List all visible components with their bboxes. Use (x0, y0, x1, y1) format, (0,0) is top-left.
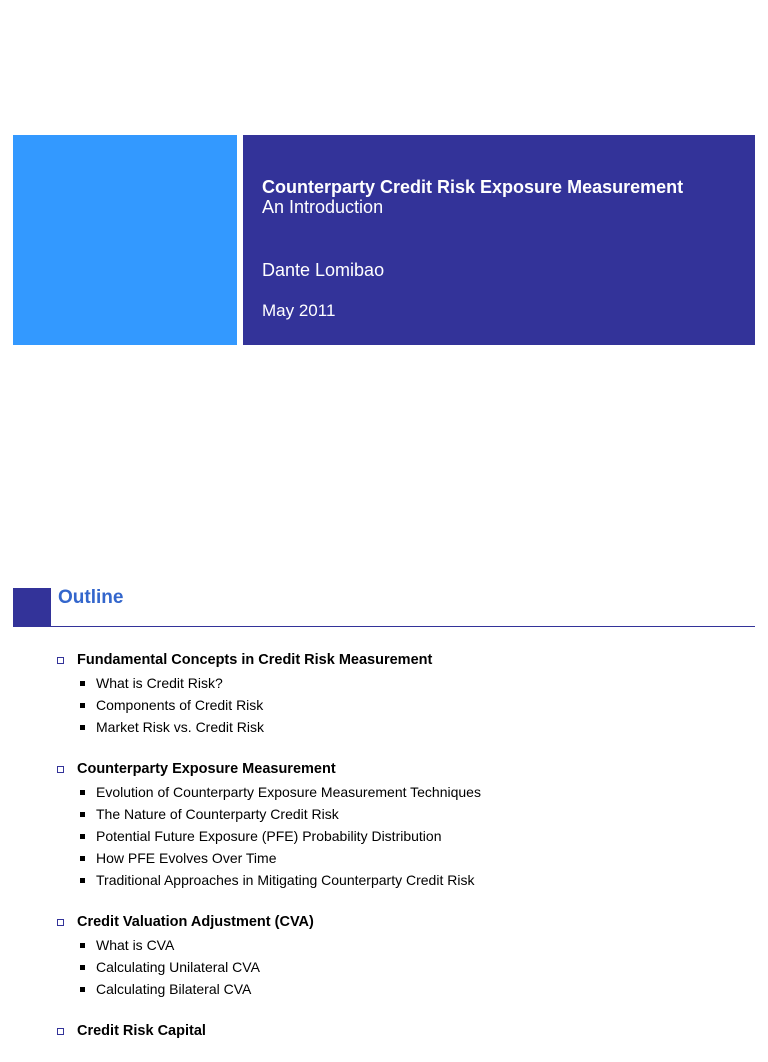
list-item-label: Market Risk vs. Credit Risk (96, 719, 265, 735)
list-item-label: Evolution of Counterparty Exposure Measurement Techniques (96, 784, 481, 800)
outline-divider (13, 626, 755, 627)
square-bullet-icon (80, 856, 85, 861)
list-item-label: Components of Credit Risk (96, 697, 264, 713)
title-accent-block (13, 135, 237, 345)
list-item (55, 934, 755, 956)
section-title: Credit Risk Capital (77, 1023, 206, 1039)
author-name: Dante Lomibao (262, 260, 385, 280)
list-item (55, 716, 755, 738)
hollow-square-bullet-icon (57, 1028, 64, 1035)
presentation-title: Counterparty Credit Risk Exposure Measurement (262, 177, 684, 197)
title-slide (0, 0, 768, 520)
list-item-label: How PFE Evolves Over Time (96, 850, 277, 866)
list-item (55, 869, 755, 891)
list-item (55, 825, 755, 847)
square-bullet-icon (80, 703, 85, 708)
square-bullet-icon (80, 987, 85, 992)
outline-sections (55, 648, 755, 1062)
section-heading (55, 1019, 755, 1043)
list-item-label: Traditional Approaches in Mitigating Counterparty Credit Risk (96, 872, 475, 888)
square-bullet-icon (80, 681, 85, 686)
square-bullet-icon (80, 812, 85, 817)
outline-section (55, 910, 755, 1000)
list-item (55, 956, 755, 978)
list-item-label: Potential Future Exposure (PFE) Probability Distribution (96, 828, 442, 844)
list-item (55, 694, 755, 716)
square-bullet-icon (80, 834, 85, 839)
hollow-square-bullet-icon (57, 766, 64, 773)
presentation-date: May 2011 (262, 301, 336, 320)
outline-section (55, 757, 755, 891)
outline-header-square (13, 588, 51, 626)
section-heading (55, 757, 755, 781)
list-item (55, 803, 755, 825)
outline-section (55, 1019, 755, 1043)
square-bullet-icon (80, 725, 85, 730)
presentation-subtitle: An Introduction (262, 197, 384, 217)
hollow-square-bullet-icon (57, 919, 64, 926)
hollow-square-bullet-icon (57, 657, 64, 664)
list-item-label: What is Credit Risk? (96, 675, 223, 691)
outline-heading: Outline (58, 587, 124, 608)
list-item (55, 847, 755, 869)
list-item-label: The Nature of Counterparty Credit Risk (96, 806, 339, 822)
list-item (55, 781, 755, 803)
list-item (55, 978, 755, 1000)
section-title: Fundamental Concepts in Credit Risk Measurement (77, 652, 433, 668)
square-bullet-icon (80, 790, 85, 795)
section-title: Counterparty Exposure Measurement (77, 761, 336, 777)
list-item-label: What is CVA (96, 937, 175, 953)
square-bullet-icon (80, 943, 85, 948)
title-panel (243, 135, 755, 345)
square-bullet-icon (80, 965, 85, 970)
list-item (55, 672, 755, 694)
list-item-label: Calculating Unilateral CVA (96, 959, 260, 975)
square-bullet-icon (80, 878, 85, 883)
section-heading (55, 910, 755, 934)
section-title: Credit Valuation Adjustment (CVA) (77, 914, 314, 930)
outline-section (55, 648, 755, 738)
list-item-label: Calculating Bilateral CVA (96, 981, 252, 997)
section-heading (55, 648, 755, 672)
